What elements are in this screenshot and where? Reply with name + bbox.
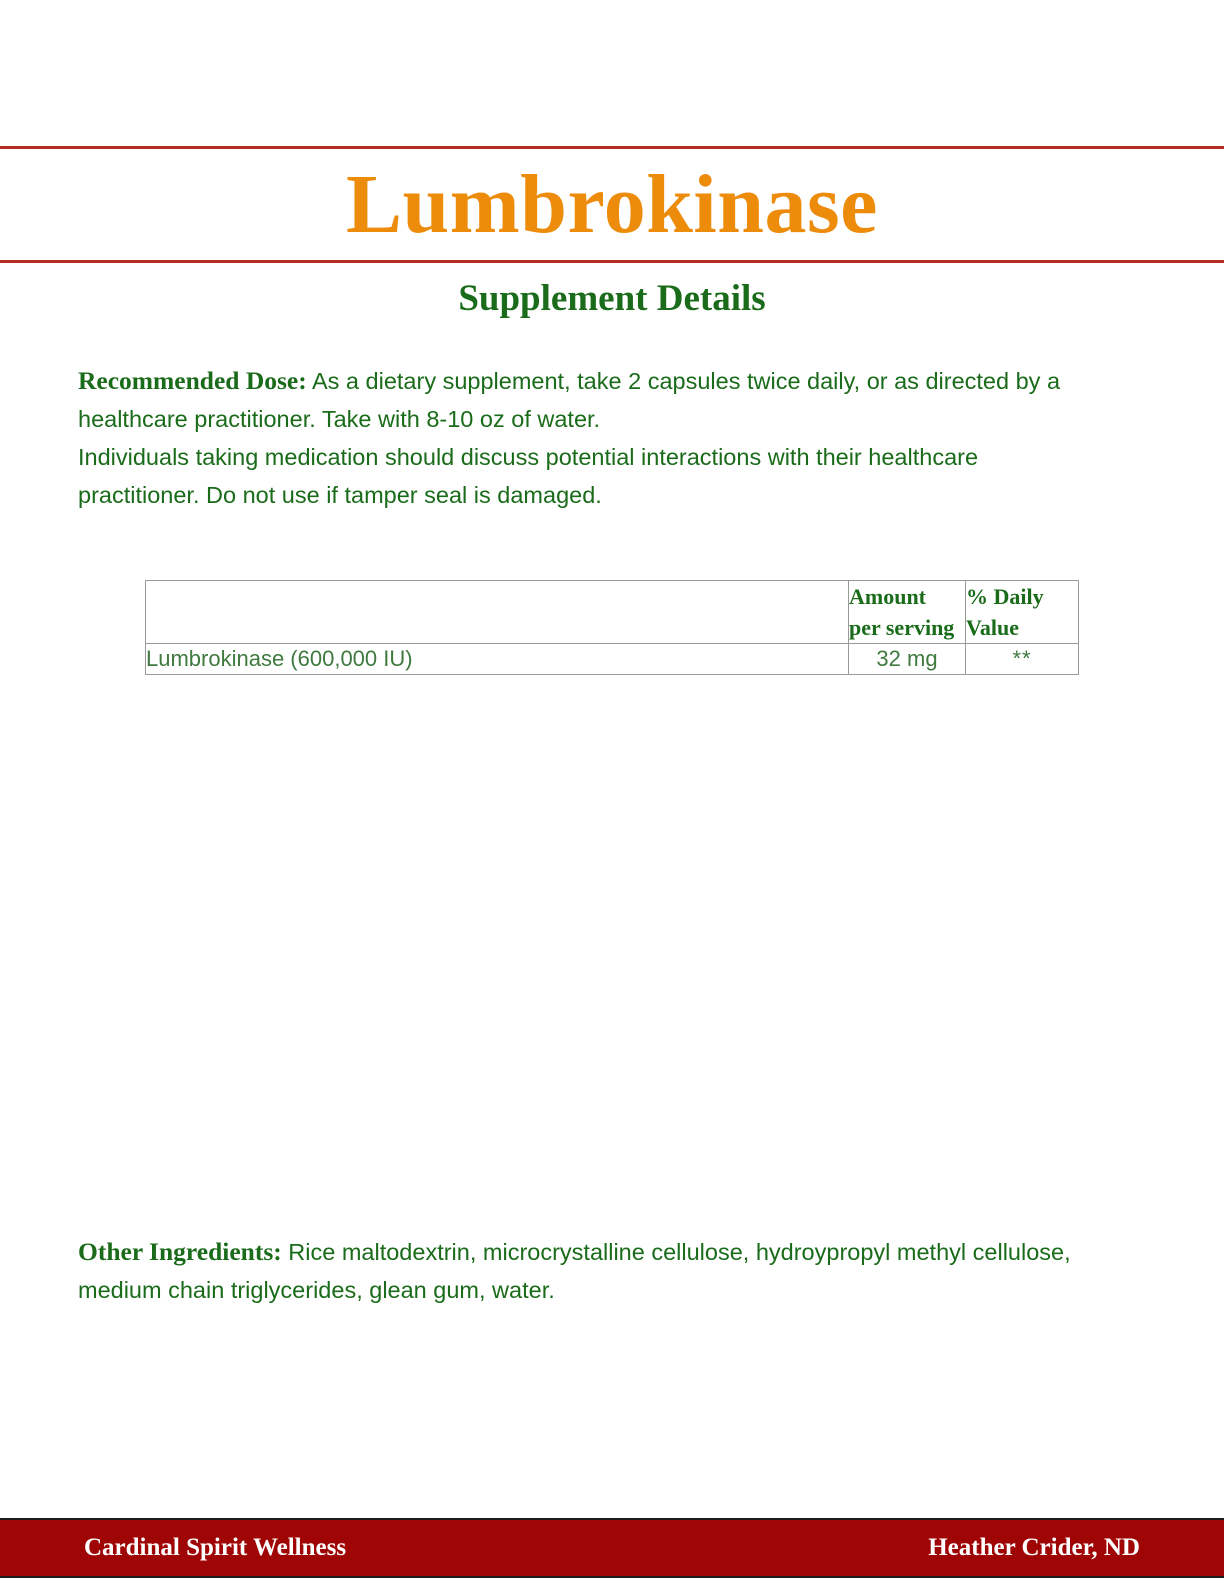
column-header-amount-per-serving xyxy=(849,581,966,644)
other-ingredients-section xyxy=(78,1233,1090,1309)
column-header-amount-line1: Amount xyxy=(849,584,927,609)
page-footer xyxy=(0,1518,1224,1578)
cell-amount-per-serving: 32 mg xyxy=(849,644,966,675)
recommended-dose-text-primary: As a dietary supplement, take 2 capsules twice daily, or as directed by a healthcare practitioner. Take with 8-10 oz of water. xyxy=(78,368,1061,432)
table-row xyxy=(146,644,1079,675)
table-header-row xyxy=(146,581,1079,644)
recommended-dose-label: Recommended Dose: xyxy=(78,366,307,395)
footer-company-name: Cardinal Spirit Wellness xyxy=(84,1534,347,1561)
other-ingredients-label: Other Ingredients: xyxy=(78,1237,282,1266)
page-subtitle: Supplement Details xyxy=(458,278,766,319)
document-header xyxy=(0,146,1224,263)
column-header-dv-line1: % Daily xyxy=(966,584,1044,609)
column-header-percent-daily-value xyxy=(966,581,1079,644)
supplement-facts-table-container xyxy=(145,580,1078,675)
column-header-amount-line2: per serving xyxy=(849,615,955,640)
recommended-dose-section xyxy=(78,362,1090,514)
supplement-facts-table xyxy=(145,580,1079,675)
other-ingredients-paragraph xyxy=(78,1233,1090,1309)
footer-content xyxy=(0,1520,1224,1576)
other-ingredients-text: Rice maltodextrin, microcrystalline cellulose, hydroypropyl methyl cellulose, medium chain triglycerides, glean gum, water. xyxy=(78,1239,1071,1303)
cell-percent-daily-value: ** xyxy=(966,644,1079,675)
column-header-dv-line2: Value xyxy=(966,615,1019,640)
recommended-dose-paragraph xyxy=(78,362,1090,514)
footer-practitioner-name: Heather Crider, ND xyxy=(928,1534,1140,1561)
page-title: Lumbrokinase xyxy=(346,158,878,251)
recommended-dose-text-secondary: Individuals taking medication should discuss potential interactions with their healthcare practitioner. Do not use if tamper seal is damaged. xyxy=(78,444,979,508)
header-rule-bottom xyxy=(0,260,1224,263)
column-header-nutrient xyxy=(146,581,849,644)
cell-ingredient-name: Lumbrokinase (600,000 IU) xyxy=(146,644,849,675)
